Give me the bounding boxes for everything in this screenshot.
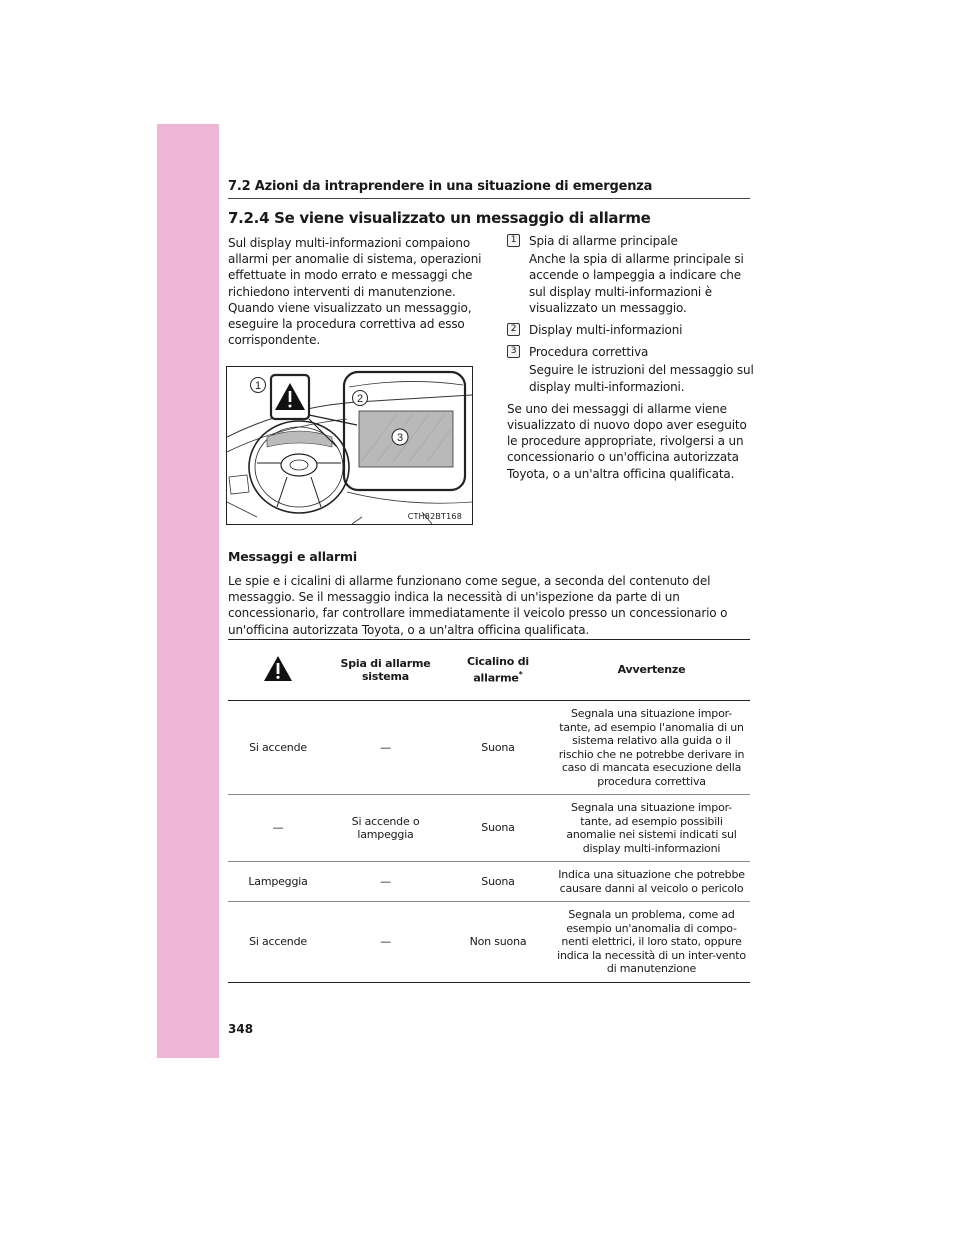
header-divider <box>228 198 750 199</box>
legend-item-1 <box>507 233 757 316</box>
header-buzzer-label: Cicalino di allarme <box>467 654 529 685</box>
cell-warning-lamp: Lampeggia <box>228 862 328 902</box>
legend-label: Spia di allarme principale <box>529 234 678 248</box>
legend-item-3 <box>507 344 757 395</box>
cell-system-lamp: — <box>328 862 443 902</box>
cell-notes: Indica una situazione che potrebbe causare danni al veicolo o pericolo <box>553 862 750 902</box>
callout-badge: 3 <box>507 345 520 358</box>
dashboard-illustration <box>226 366 473 525</box>
legend-label: Display multi-informazioni <box>529 323 683 338</box>
cell-buzzer: Suona <box>443 701 553 795</box>
legend-item-2 <box>507 322 757 338</box>
dashboard-drawing <box>227 367 472 524</box>
warning-table <box>228 639 750 983</box>
warning-triangle-icon <box>263 655 293 682</box>
intro-paragraph: Sul display multi-informazioni compaiono allarmi per anomalie di sistema, operazioni effettuate in modo errato e messaggi che richiedono interventi di manutenzione. Quando viene visualizzato un messaggio, eseguire la procedura correttiva ad esso corrispondente. <box>228 236 482 348</box>
legend-list <box>507 233 757 482</box>
legend-description: Seguire le istruzioni del messaggio sul display multi-informazioni. <box>529 363 754 394</box>
callout-badge: 2 <box>507 323 520 336</box>
side-tab <box>157 124 219 1058</box>
table-header-row <box>228 640 750 701</box>
cell-buzzer: Suona <box>443 862 553 902</box>
figure-code: CTH82BT168 <box>407 512 462 521</box>
table-row <box>228 701 750 795</box>
cell-warning-lamp: Si accende <box>228 701 328 795</box>
cell-system-lamp: — <box>328 701 443 795</box>
header-warning-icon <box>228 640 328 701</box>
header-buzzer <box>443 640 553 701</box>
svg-text:1: 1 <box>254 380 262 392</box>
cell-buzzer: Non suona <box>443 902 553 983</box>
cell-notes: Segnala un problema, come ad esempio un'anomalia di compo-nenti elettrici, il loro stato, oppure indica la necessità di un inter-vento di manutenzione <box>553 902 750 983</box>
svg-text:3: 3 <box>396 432 404 444</box>
cell-warning-lamp: — <box>228 795 328 862</box>
table-row <box>228 795 750 862</box>
legend-label: Procedura correttiva <box>529 345 649 360</box>
cell-notes: Segnala una situazione impor-tante, ad esempio possibili anomalie nei sistemi indicati sul display multi-informazioni <box>553 795 750 862</box>
cell-notes: Segnala una situazione impor-tante, ad esempio l'anomalia di un sistema relativo alla guida o il rischio che ne potrebbe derivare in caso di mancata esecuzione della procedura correttiva <box>553 701 750 795</box>
page-number: 348 <box>228 1022 254 1036</box>
table-row <box>228 862 750 902</box>
header-system-lamp: Spia di allarme sistema <box>328 640 443 701</box>
header-notes: Avvertenze <box>553 640 750 701</box>
cell-warning-lamp: Si accende <box>228 902 328 983</box>
page-title: 7.2.4 Se viene visualizzato un messaggio di allarme <box>228 209 651 227</box>
legend-description: Anche la spia di allarme principale si accende o lampeggia a indicare che sul display multi-informazioni è visualizzato un messaggio. <box>529 252 744 315</box>
footnote-mark: * <box>518 670 523 680</box>
note-paragraph: Se uno dei messaggi di allarme viene visualizzato di nuovo dopo aver eseguito le procedure appropriate, rivolgersi a un concessionario o un'officina autorizzata Toyota, o a un'altra officina qualificata. <box>507 401 747 481</box>
section-header: 7.2 Azioni da intraprendere in una situazione di emergenza <box>228 179 653 194</box>
callout-badge: 1 <box>507 234 520 247</box>
cell-buzzer: Suona <box>443 795 553 862</box>
table-row <box>228 902 750 983</box>
svg-text:2: 2 <box>356 393 364 405</box>
subsection-title: Messaggi e allarmi <box>228 549 357 564</box>
cell-system-lamp: Si accende o lampeggia <box>328 795 443 862</box>
subsection-paragraph: Le spie e i cicalini di allarme funzionano come segue, a seconda del contenuto del messaggio. Se il messaggio indica la necessità di un'ispezione da parte di un concessionario, far controllare immediatamente il veicolo presso un concessionario o un'officina autorizzata Toyota, o a un'altra officina qualificata. <box>228 574 728 637</box>
cell-system-lamp: — <box>328 902 443 983</box>
